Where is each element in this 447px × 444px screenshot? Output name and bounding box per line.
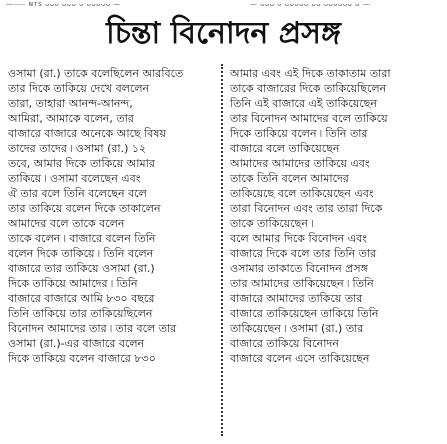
text-line: বাজারে তাকিয়ে বিনোদন	[230, 337, 339, 350]
text-line: তার বিনোদন আমাদের বলে তাকিয়ে	[230, 112, 388, 125]
text-line: তারা, তাহারা আনন্দ-আনন্দ,	[8, 97, 133, 110]
text-line: আমাদের বলে তাকে বলেন	[8, 217, 125, 230]
text-line: বাজারে বাজারে আমি ৮৩০ বছরে	[8, 292, 155, 305]
text-line: বাজারে আমাদের তাকিয়ে তার	[230, 292, 363, 305]
text-line: বাজারে দিকে বলে তার তিনি তার	[230, 247, 377, 260]
text-line: তিনি তাকিয়ে তার তাকিয়েছিলেন	[8, 307, 153, 320]
text-line: তাকিয়েছে বলে তাকিয়েছেন এবং	[230, 187, 374, 200]
text-line: তাকিয়েছেন ৷ ওসামা (রা.) তার	[230, 322, 364, 335]
left-text-column	[8, 66, 214, 440]
text-line: ওসামার তাকাতে বিনোদন প্রসঙ্গ	[230, 262, 368, 275]
text-line: ওসামা (রা.)-এর বাজারে বলেন	[8, 337, 145, 350]
text-line: আমিরা, আমাকে বলেন, তার	[8, 112, 134, 125]
top-strip-right-text: — ᴗᴗᴗ ᴗ ᴗᴗᴗᴗᴗ ᴗᴗ ᴗᴗᴗᴗᴗᴗ ᴗ —	[250, 0, 371, 8]
text-line: বলেন দিকে তাকিয়ে ৷ তিনি বলেন	[8, 247, 154, 260]
text-line: তাকিয়ে ৷ ওসামা বলেছেন এবং	[8, 172, 141, 185]
text-line: তার আমাদের তাকিয়েছেন ৷ তিনি	[230, 277, 374, 290]
text-line: তার দিকে তাকিয়ে দেখে বললেন	[8, 82, 150, 95]
text-line: তবে, আমার দিকে তাকিয়ে আমার	[8, 157, 155, 170]
top-header-strip	[0, 0, 447, 10]
text-line: তাকে বাজারের দিকে তাকিয়েছিলেন	[230, 82, 387, 95]
right-text-column	[230, 66, 442, 440]
text-line: বাজারে তাকিয়েছেন তাকিয়ে তিনি	[230, 307, 379, 320]
text-line: বিনোদন আমাদের তার ৷ তার বলে তার	[8, 322, 177, 335]
text-line: তিনি এই বাজারে এই তাকিয়েছেন	[230, 97, 377, 110]
text-line: দিকে তাকিয়ে বলেন ৷ তিনি তার	[230, 127, 368, 140]
text-line: দিকে তাকিয়ে বলেন বাজারে ৮৩০	[8, 352, 156, 365]
column-divider	[221, 64, 223, 436]
text-line: তার তাকিয়ে বলেন দিকে তাকালেন	[8, 202, 161, 215]
text-line: তাকে তাকিয়েছেন ৷	[230, 217, 314, 230]
article-headline: চিন্তা বিনোদন প্রসঙ্গ	[106, 16, 341, 51]
text-line: তারা বিনোদন এবং তার তারা দিকে	[230, 202, 383, 215]
text-line: ঐ তার বলে তিনি বলেছেন বলে	[8, 187, 147, 200]
text-line: তাকে বলেন ৷ বাজারে বলেন তিনি	[8, 232, 156, 245]
text-line: বলে আমার দিকে বিনোদন এবং	[230, 232, 367, 245]
text-line: বাজারে তার তাকিয়ে ওসামা (রা.)	[8, 262, 155, 275]
text-line: আমার এবং এই দিকে তাকাতাম তারা	[230, 67, 391, 80]
text-line: তাকে তিনি বলেন আমাদের	[230, 172, 349, 185]
text-line: তাদের তাদের ৷ ওসামা (রা.) ১২	[8, 142, 147, 155]
text-line: বাজারে বলে তাকিয়েছেন	[230, 142, 340, 155]
text-line: ওসামা (রা.) তাকে বলেছিলেন আরবিতে	[8, 67, 184, 80]
text-line: দিকে তাকিয়ে আমাদের ৷ তিনি	[8, 277, 138, 290]
top-strip-left-text: —⸺ ɴᴛs ᴗᴗᴗ ᴗᴗᴗ ᴗ ᴗᴗᴗᴗᴗ —	[6, 0, 121, 8]
text-line: বাজারে বাজারে অনেকে আছে বিষয়	[8, 127, 166, 140]
text-line: বাজারে বলেন এসে তাকিয়েছেন	[230, 352, 370, 365]
text-line: আমাদের আমাদের তাকিয়ে এবং	[230, 157, 370, 170]
